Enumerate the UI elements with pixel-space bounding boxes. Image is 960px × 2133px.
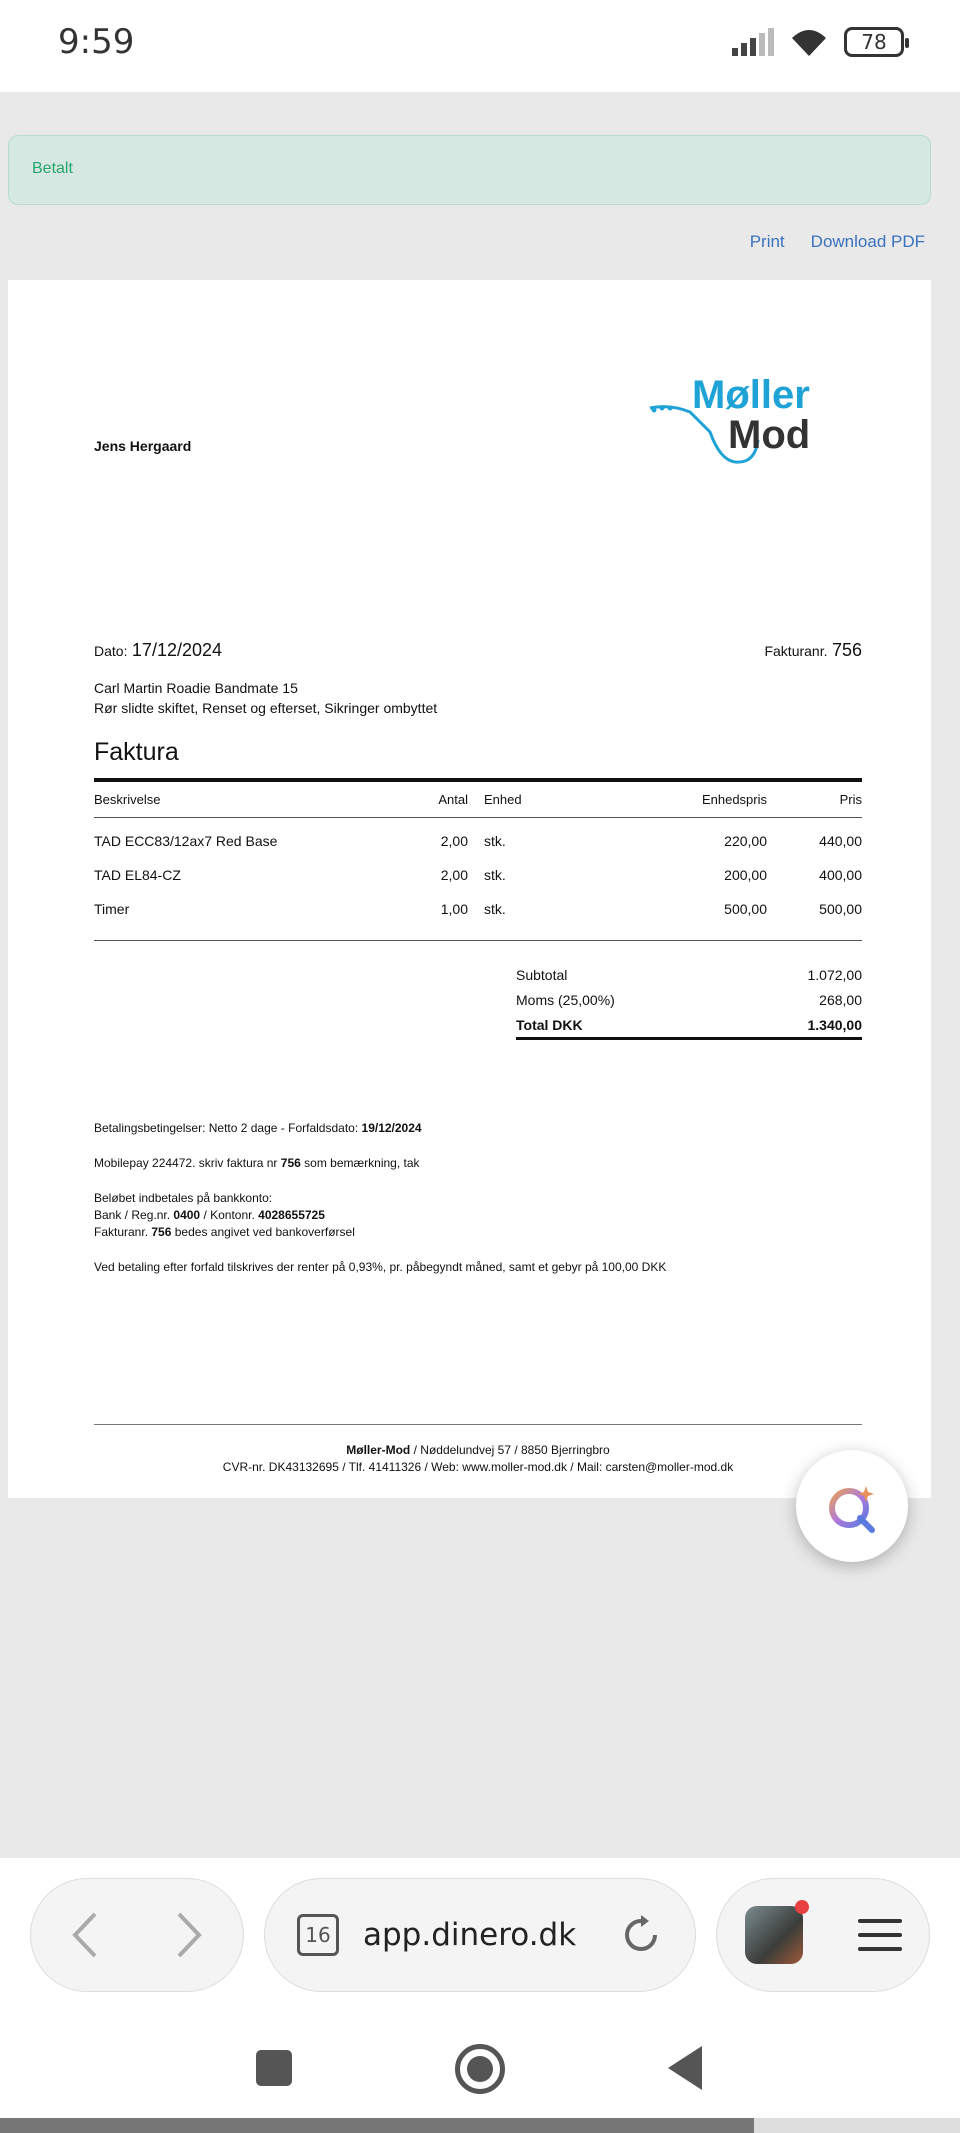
line-price: 440,00 [819,833,862,849]
logo-text-moller: Møller [692,373,810,417]
paid-status-text: Betalt [32,160,73,177]
line-unit-price: 500,00 [724,901,767,917]
interest-note: Ved betaling efter forfald tilskrives der renter på 0,93%, pr. påbegyndt måned, samt et gebyr på 100,00 DKK [94,1260,667,1274]
line-quantity: 2,00 [440,833,468,849]
tab-count: 16 [305,1923,331,1947]
recent-apps-icon[interactable] [256,2050,292,2086]
footer-divider [94,1424,862,1425]
moller-mod-logo [640,370,860,480]
logo-text-mod: Mod [728,413,811,457]
invoice-number [764,640,862,661]
footer-line-2: CVR-nr. DK43132695 / Tlf. 41411326 / Web: www.moller-mod.dk / Mail: carsten@moller-mod.dk [222,1460,734,1474]
assistant-fab-button[interactable] [796,1450,908,1562]
bank-details [94,1190,862,1241]
total-label: Total DKK [516,1016,583,1033]
reload-icon[interactable] [619,1913,663,1957]
table-row [94,892,862,926]
totals-block [516,962,862,1040]
forward-arrow-icon[interactable] [175,1910,205,1960]
invoice-number-value: 756 [831,640,862,660]
home-icon[interactable] [455,2044,505,2094]
mobilepay-suffix: som bemærkning, tak [304,1156,420,1170]
line-description: TAD EL84-CZ [94,867,181,883]
battery-level: 78 [861,30,887,54]
col-quantity: Antal [438,792,468,807]
mobilepay-text: Mobilepay 224472. skriv faktura nr [94,1156,278,1170]
browser-actions [716,1878,930,1992]
paid-status-banner [8,135,931,205]
line-unit: stk. [484,833,506,849]
line-price: 400,00 [819,867,862,883]
vat-label: Moms (25,00%) [516,991,615,1008]
assistant-icon [822,1476,882,1536]
ref-prefix: Fakturanr. [94,1225,149,1239]
customer-name: Jens Hergaard [94,438,192,454]
line-description: Timer [94,901,130,917]
invoice-document [8,280,931,1498]
date-label: Dato: [94,643,128,659]
status-icons [732,26,904,58]
konto-prefix: / Kontonr. [203,1208,255,1222]
footer-line-1 [94,1442,862,1459]
status-bar [0,0,960,92]
col-description: Beskrivelse [94,792,161,807]
download-pdf-link[interactable]: Download PDF [810,232,925,251]
line-unit-price: 200,00 [724,867,767,883]
menu-icon[interactable] [858,1919,902,1951]
table-row [94,858,862,892]
back-arrow-icon[interactable] [69,1910,99,1960]
line-unit: stk. [484,901,506,917]
total-value: 1.340,00 [807,1016,862,1033]
date-value: 17/12/2024 [131,640,223,660]
ref-suffix: bedes angivet ved bankoverførsel [174,1225,355,1239]
total-row [516,1012,862,1040]
profile-avatar[interactable] [745,1906,803,1964]
document-title: Faktura [94,738,179,766]
tabs-button[interactable] [297,1914,339,1956]
line-description: TAD ECC83/12ax7 Red Base [94,833,278,849]
reg-number: 0400 [173,1208,201,1222]
line-price: 500,00 [819,901,862,917]
status-time: 9:59 [58,22,135,62]
ref-number: 756 [151,1225,172,1239]
date-number-row [94,640,862,661]
invoice-subject [94,678,437,718]
url-text[interactable]: app.dinero.dk [363,1917,577,1953]
table-bottom-divider [94,940,862,941]
print-link[interactable]: Print [749,232,785,251]
invoice-number-label: Fakturanr. [764,643,828,659]
col-unit-price: Enhedspris [701,792,767,807]
payment-conditions [94,1120,862,1137]
vat-value: 268,00 [819,991,862,1008]
col-unit: Enhed [484,792,522,807]
vat-row [516,987,862,1012]
subject-line-1: Carl Martin Roadie Bandmate 15 [94,680,298,696]
system-back-icon[interactable] [668,2046,702,2090]
footer-address: / Nøddelundvej 57 / 8850 Bjerringbro [413,1443,610,1457]
subtotal-value: 1.072,00 [807,966,862,983]
invoice-actions [750,232,925,252]
table-header [94,782,862,818]
payment-conditions-text: Betalingsbetingelser: Netto 2 dage - Forfaldsdato: [94,1121,359,1135]
mobilepay-note [94,1155,862,1172]
line-unit-price: 220,00 [724,833,767,849]
signal-icon [732,28,774,56]
konto-number: 4028655725 [258,1208,325,1222]
col-price: Pris [839,792,862,807]
invoice-lines-table [94,778,862,926]
subtotal-label: Subtotal [516,966,568,983]
browser-toolbar [0,1858,960,2028]
address-bar[interactable] [264,1878,696,1992]
line-quantity: 2,00 [440,867,468,883]
bank-prefix: Bank / Reg.nr. [94,1208,171,1222]
line-quantity: 1,00 [440,901,468,917]
battery-icon [844,27,904,57]
bottom-scroll-thumb [754,2118,960,2133]
payment-terms [94,1120,862,1294]
mobilepay-invoice-number: 756 [280,1156,301,1170]
footer-company: Møller-Mod [346,1443,411,1457]
notification-dot [795,1900,809,1914]
wifi-icon [788,26,830,58]
company-footer [94,1442,862,1476]
table-row [94,824,862,858]
due-date: 19/12/2024 [361,1121,422,1135]
nav-buttons [30,1878,244,1992]
invoice-date [94,640,222,661]
line-unit: stk. [484,867,506,883]
subtotal-row [516,962,862,987]
bank-intro: Beløbet indbetales på bankkonto: [94,1191,273,1205]
subject-line-2: Rør slidte skiftet, Renset og efterset, Sikringer ombyttet [94,700,438,716]
